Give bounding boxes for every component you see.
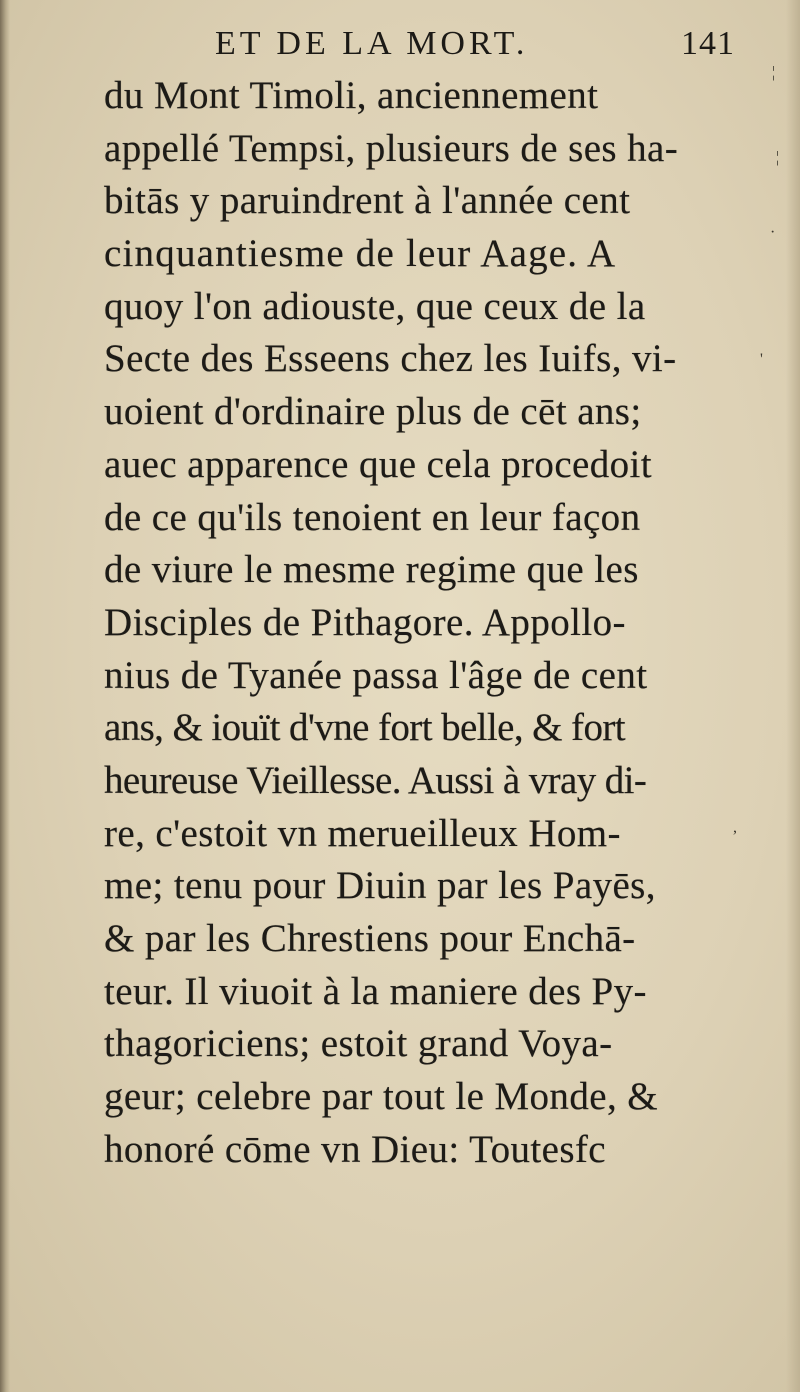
- text-line-13: ans, & iouït d'vne fort belle, & fort: [104, 706, 625, 750]
- page-header: [215, 22, 735, 66]
- text-line-20: geur; celebre par tout le Monde, &: [104, 1075, 658, 1119]
- running-head: ET DE LA MORT.: [215, 25, 529, 62]
- margin-speck: ¦: [772, 64, 776, 81]
- body-text: [104, 70, 724, 1176]
- text-line-4: cinquantiesme de leur Aage. A: [104, 232, 617, 276]
- text-line-16: me; tenu pour Diuin par les Payēs,: [104, 864, 656, 908]
- page-right-edge-shadow: [786, 0, 800, 1392]
- text-line-10: de viure le mesme regime que les: [104, 548, 639, 592]
- page-left-binding-shadow: [0, 0, 10, 1392]
- margin-speck: ·: [770, 224, 776, 241]
- text-line-14: heureuse Vieillesse. Aussi à vray di-: [104, 758, 647, 802]
- text-line-15: re, c'estoit vn merueilleux Hom-: [104, 811, 621, 855]
- text-line-2: appellé Tempsi, plusieurs de ses ha-: [104, 126, 679, 170]
- text-line-5: quoy l'on adiouste, que ceux de la: [104, 284, 646, 328]
- text-line-3: bitās y paruindrent à l'année cent: [104, 179, 631, 223]
- text-line-19: thagoriciens; estoit grand Voya-: [104, 1022, 613, 1066]
- text-line-12: nius de Tyanée passa l'âge de cent: [104, 653, 648, 697]
- text-line-21: honoré cōme vn Dieu: Toutesfc: [104, 1127, 607, 1171]
- text-line-18: teur. Il viuoit à la maniere des Py-: [104, 969, 647, 1013]
- text-line-8: auec apparence que cela procedoit: [104, 442, 653, 486]
- text-line-9: de ce qu'ils tenoient en leur façon: [104, 495, 641, 539]
- margin-speck: ,: [733, 819, 737, 836]
- text-line-1: du Mont Timoli, anciennement: [104, 74, 599, 117]
- margin-speck: ': [760, 351, 763, 368]
- margin-speck: ¦: [776, 149, 780, 166]
- page-number: 141: [681, 25, 735, 62]
- text-line-7: uoient d'ordinaire plus de cēt ans;: [104, 390, 642, 434]
- text-line-11: Disciples de Pithagore. Appollo-: [104, 600, 626, 644]
- text-line-17: & par les Chrestiens pour Enchā-: [104, 917, 636, 960]
- text-line-6: Secte des Esseens chez les Iuifs, vi-: [104, 337, 677, 381]
